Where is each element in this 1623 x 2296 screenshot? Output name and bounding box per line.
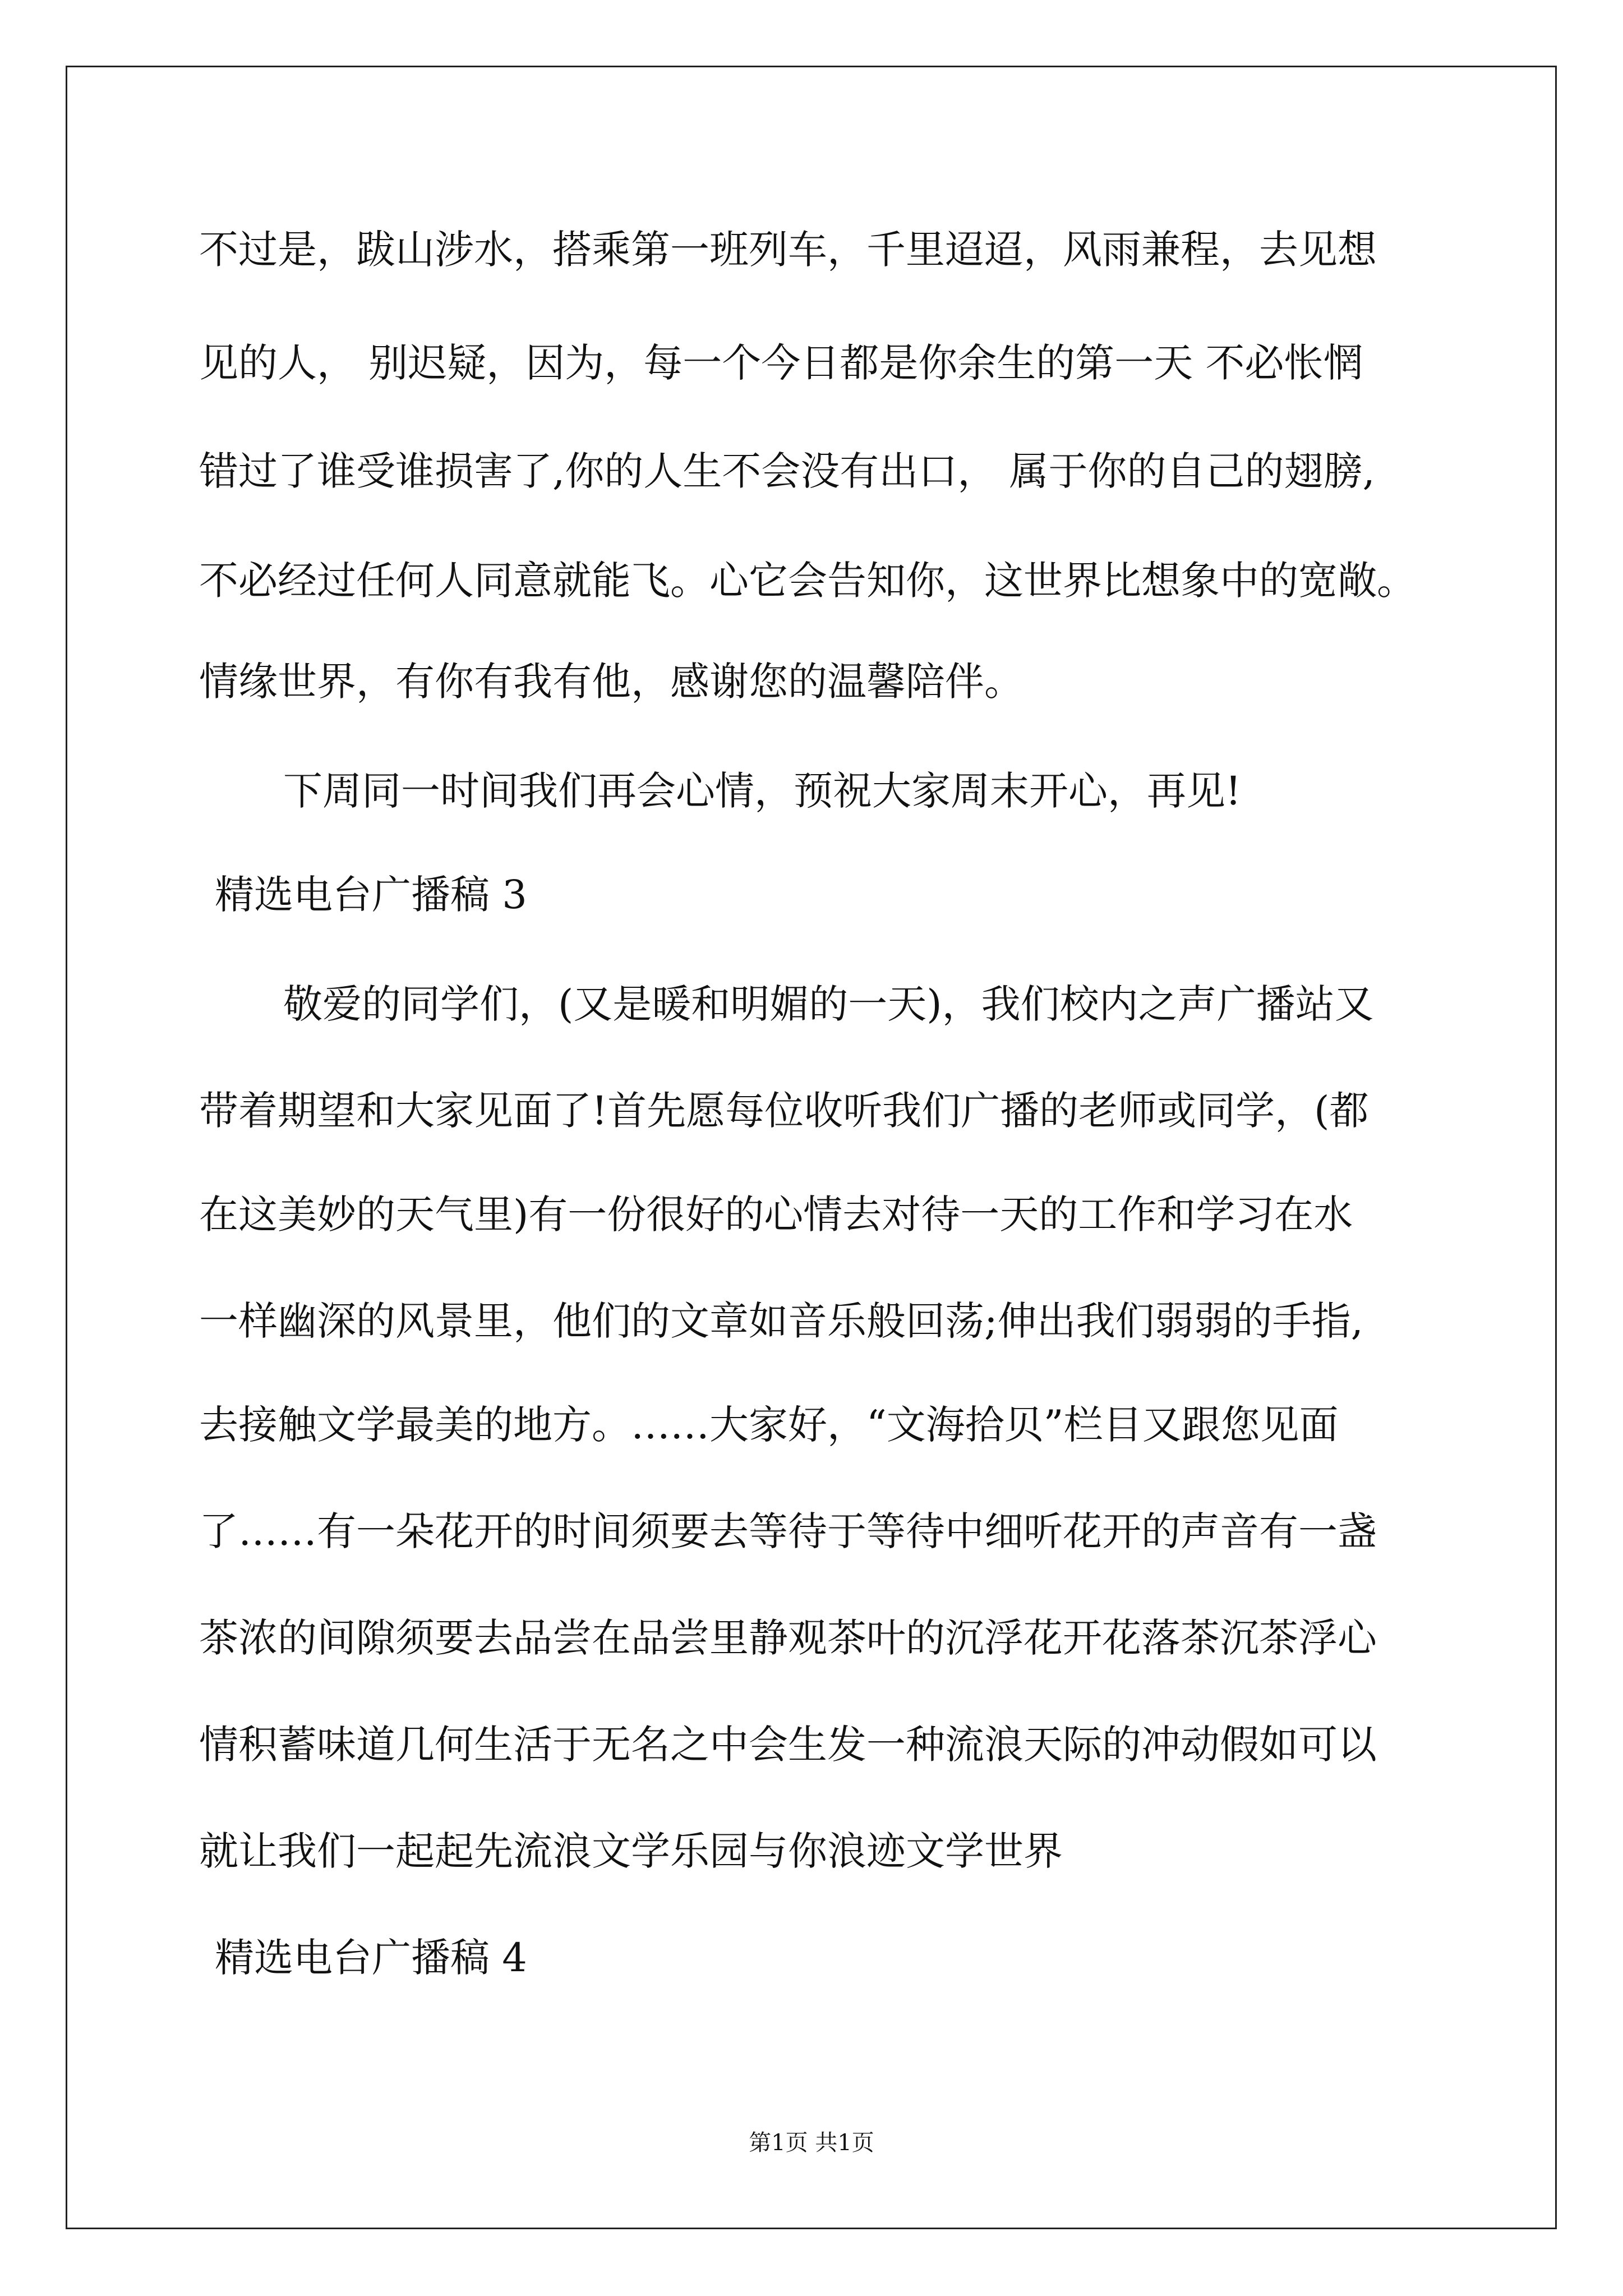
paragraph-line: 敬爱的同学们，(又是暖和明媚的一天)，我们校内之声广播站又	[283, 981, 1374, 1027]
paragraph-line: 错过了谁受谁损害了,你的人生不会没有出口， 属于你的自己的翅膀,	[199, 448, 1375, 494]
section-heading-3: 精选电台广播稿 3	[215, 872, 527, 918]
paragraph-line: 了……有一朵花开的时间须要去等待于等待中细听花开的声音有一盏	[199, 1508, 1377, 1554]
page-border	[66, 66, 1557, 2229]
paragraph-line: 情积蓄味道几何生活于无名之中会生发一种流浪天际的冲动假如可以	[199, 1722, 1377, 1768]
section-heading-4: 精选电台广播稿 4	[215, 1935, 527, 1981]
paragraph-line: 情缘世界，有你有我有他，感谢您的温馨陪伴。	[199, 659, 1023, 705]
paragraph-line: 去接触文学最美的地方。……大家好，“文海拾贝”栏目又跟您见面	[199, 1402, 1339, 1448]
paragraph-line: 下周同一时间我们再会心情，预祝大家周末开心，再见!	[283, 768, 1242, 814]
paragraph-line: 见的人， 别迟疑，因为，每一个今日都是你余生的第一天 不必怅惘	[199, 340, 1363, 386]
paragraph-line: 在这美妙的天气里)有一份很好的心情去对待一天的工作和学习在水	[199, 1191, 1353, 1237]
paragraph-line: 一样幽深的风景里，他们的文章如音乐般回荡;伸出我们弱弱的手指,	[199, 1298, 1363, 1344]
paragraph-line: 带着期望和大家见面了!首先愿每位收听我们广播的老师或同学，(都	[199, 1088, 1369, 1134]
page-footer: 第1页 共1页	[749, 2130, 874, 2156]
paragraph-line: 就让我们一起起先流浪文学乐园与你浪迹文学世界	[199, 1828, 1063, 1874]
paragraph-line: 不必经过任何人同意就能飞。心它会告知你，这世界比想象中的宽敞。	[199, 558, 1416, 604]
paragraph-line: 不过是，跋山涉水，搭乘第一班列车，千里迢迢，风雨兼程，去见想	[199, 227, 1377, 273]
paragraph-line: 茶浓的间隙须要去品尝在品尝里静观茶叶的沉浮花开花落茶沉茶浮心	[199, 1615, 1377, 1661]
